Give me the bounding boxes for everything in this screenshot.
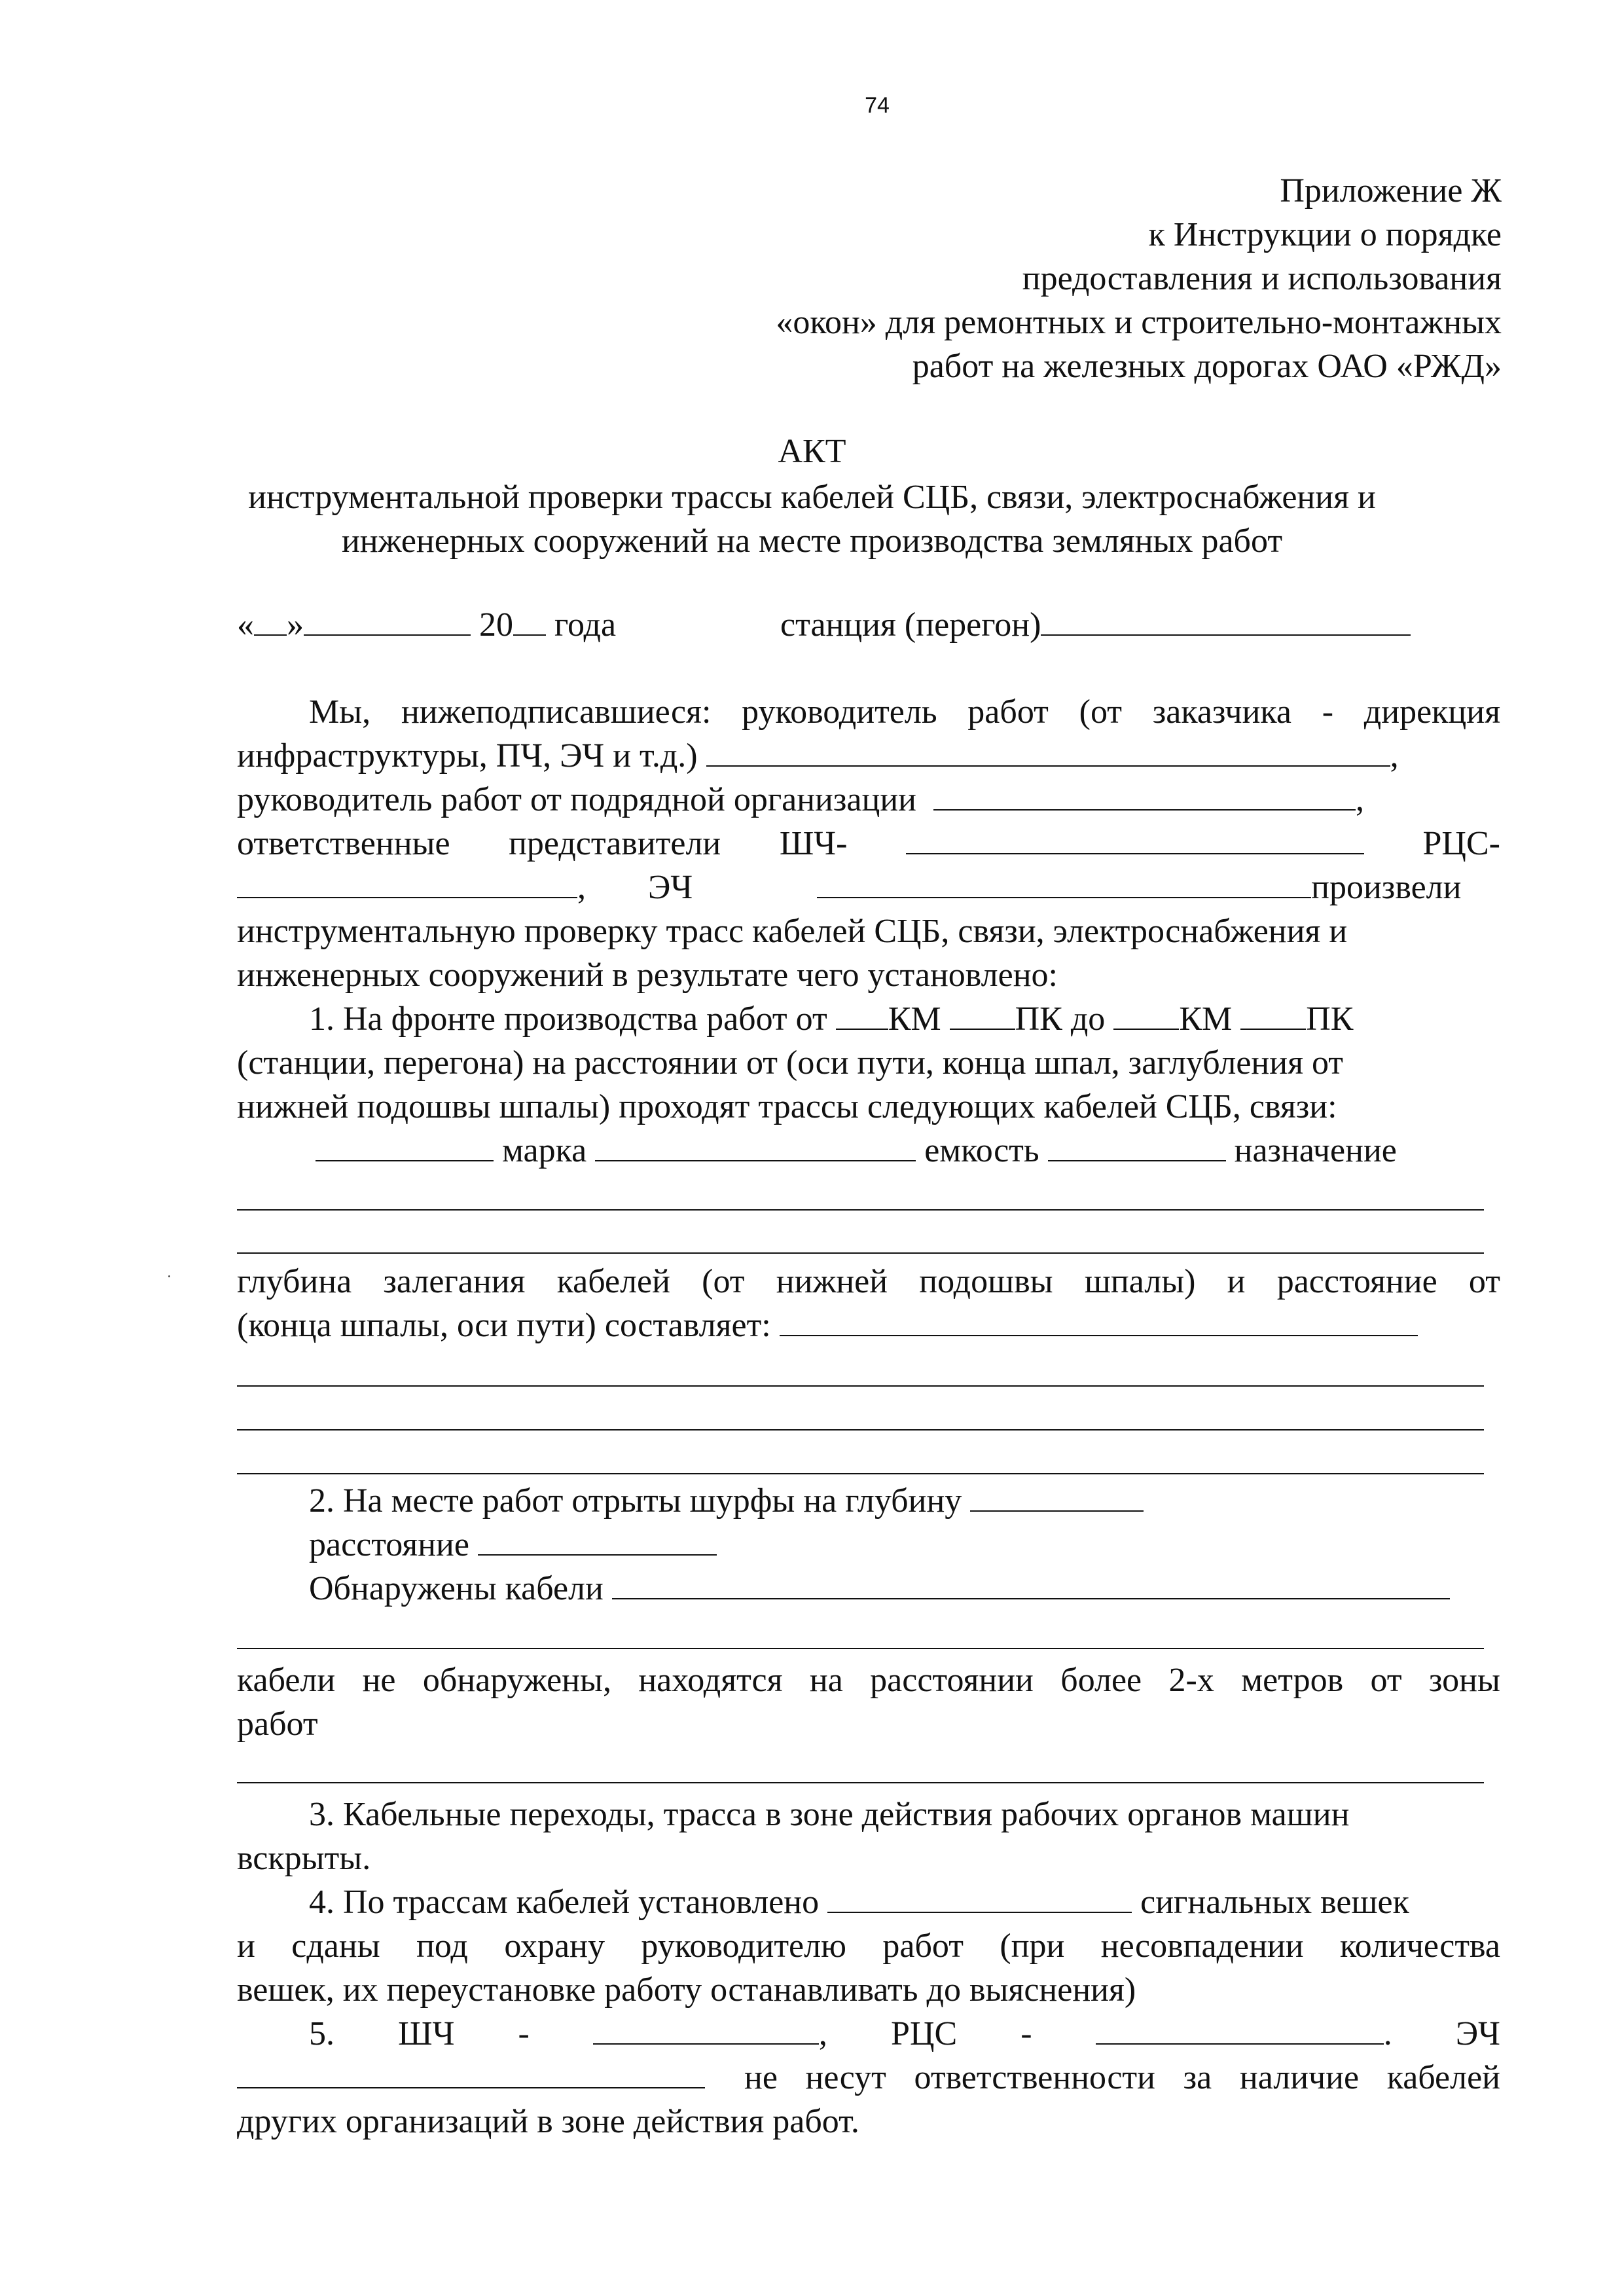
item2-line-1: 2. На месте работ отрыты шурфы на глубину xyxy=(309,1482,1144,1521)
pit-depth-blank[interactable] xyxy=(970,1482,1144,1512)
item5-line-2: не несут ответственности за наличие кабелей xyxy=(237,2058,1500,2098)
depth-line-1: глубина залегания кабелей (от нижней подошвы шпалы) и расстояние от xyxy=(237,1263,1500,1300)
km-to-blank[interactable] xyxy=(1113,1000,1179,1030)
appendix-line-5: работ на железных дорогах ОАО «РЖД» xyxy=(912,348,1502,385)
item5-line-3: других организаций в зоне действия работ. xyxy=(237,2103,859,2140)
cable-brand-blank[interactable] xyxy=(595,1131,916,1161)
intro-line-5: , ЭЧ произвели xyxy=(237,868,1461,907)
item1-line-2: (станции, перегона) на расстоянии от (оси пути, конца шпал, заглубления от xyxy=(237,1044,1344,1082)
intro-line-6: инструментальную проверку трасс кабелей СЦБ, связи, электроснабжения и xyxy=(237,913,1348,950)
item1-cable-fields: марка емкость назначение xyxy=(316,1131,1397,1171)
km-from-blank[interactable] xyxy=(836,1000,888,1030)
date-line: « » 20 года xyxy=(237,606,617,644)
page-number: 74 xyxy=(865,93,890,118)
depth-line-extra-3[interactable] xyxy=(237,1473,1484,1474)
item4-line-3: вешек, их переустановке работу останавливать до выяснения) xyxy=(237,1971,1136,2009)
item1-line-1: 1. На фронте производства работ от КМ ПК до КМ ПК xyxy=(309,1000,1354,1038)
purpose-line-1[interactable] xyxy=(237,1209,1484,1211)
station-blank[interactable] xyxy=(1041,606,1411,636)
found-cables-blank[interactable] xyxy=(612,1569,1450,1599)
item2-line-2: расстояние xyxy=(309,1525,717,1565)
station-line: станция (перегон) xyxy=(780,606,1411,645)
shch-representative-blank[interactable] xyxy=(906,824,1364,854)
found-cables-line[interactable] xyxy=(237,1648,1484,1649)
item2-line-4: кабели не обнаружены, находятся на расстоянии более 2-х метров от зоны xyxy=(237,1662,1500,1699)
depth-line-2: (конца шпалы, оси пути) составляет: xyxy=(237,1306,1418,1345)
item5-line-1: 5. ШЧ - , РЦС - . ЭЧ xyxy=(309,2015,1500,2052)
item3-line-2: вскрыты. xyxy=(237,1840,371,1877)
pk-from-blank[interactable] xyxy=(950,1000,1015,1030)
depth-line-extra-1[interactable] xyxy=(237,1385,1484,1387)
rcs-representative-blank[interactable] xyxy=(237,868,577,898)
purpose-line-2[interactable] xyxy=(237,1252,1484,1254)
year-blank[interactable] xyxy=(513,606,546,636)
item3-line-1: 3. Кабельные переходы, трасса в зоне действия рабочих органов машин xyxy=(309,1796,1350,1833)
item4-line-2: и сданы под охрану руководителю работ (при несовпадении количества xyxy=(237,1927,1500,1965)
month-blank[interactable] xyxy=(304,606,471,636)
item5-rcs-blank[interactable] xyxy=(1096,2014,1384,2045)
ech-representative-blank[interactable] xyxy=(817,868,1311,898)
intro-line-2: инфраструктуры, ПЧ, ЭЧ и т.д.) , xyxy=(237,737,1399,774)
appendix-line-3: предоставления и использования xyxy=(1022,260,1502,297)
scan-speck xyxy=(168,1275,170,1277)
item4-line-1: 4. По трассам кабелей установлено сигнальных вешек xyxy=(309,1884,1409,1921)
item5-shch-blank[interactable] xyxy=(593,2014,819,2045)
intro-line-7: инженерных сооружений в результате чего установлено: xyxy=(237,957,1058,994)
appendix-line-2: к Инструкции о порядке xyxy=(1148,216,1502,253)
day-blank[interactable] xyxy=(254,606,287,636)
act-subtitle-1: инструментальной проверки трассы кабелей СЦБ, связи, электроснабжения и xyxy=(248,479,1376,516)
act-subtitle-2: инженерных сооружений на месте производства земляных работ xyxy=(341,522,1283,560)
intro-line-4: ответственные представители ШЧ- РЦС- xyxy=(237,825,1500,862)
contractor-manager-blank[interactable] xyxy=(933,780,1356,811)
item5-ech-blank[interactable] xyxy=(237,2058,705,2088)
item1-line-3: нижней подошвы шпалы) проходят трассы следующих кабелей СЦБ, связи: xyxy=(237,1088,1337,1125)
not-found-line[interactable] xyxy=(237,1782,1484,1783)
item2-line-3: Обнаружены кабели xyxy=(309,1569,1450,1609)
appendix-line-4: «окон» для ремонтных и строительно-монтажных xyxy=(776,304,1502,341)
cable-blank[interactable] xyxy=(316,1131,494,1161)
intro-line-3: руководитель работ от подрядной организации , xyxy=(237,781,1364,818)
depth-blank[interactable] xyxy=(780,1306,1418,1336)
depth-line-extra-2[interactable] xyxy=(237,1429,1484,1430)
pk-to-blank[interactable] xyxy=(1240,1000,1306,1030)
pit-distance-blank[interactable] xyxy=(478,1525,717,1556)
item2-line-5: работ xyxy=(237,1705,318,1743)
appendix-title: Приложение Ж xyxy=(1280,172,1502,210)
intro-line-1: Мы, нижеподписавшиеся: руководитель работ (от заказчика - дирекция xyxy=(309,693,1500,731)
act-heading: АКТ xyxy=(778,433,846,470)
marker-count-blank[interactable] xyxy=(827,1883,1132,1913)
cable-capacity-blank[interactable] xyxy=(1048,1131,1226,1161)
customer-manager-blank[interactable] xyxy=(706,737,1390,767)
